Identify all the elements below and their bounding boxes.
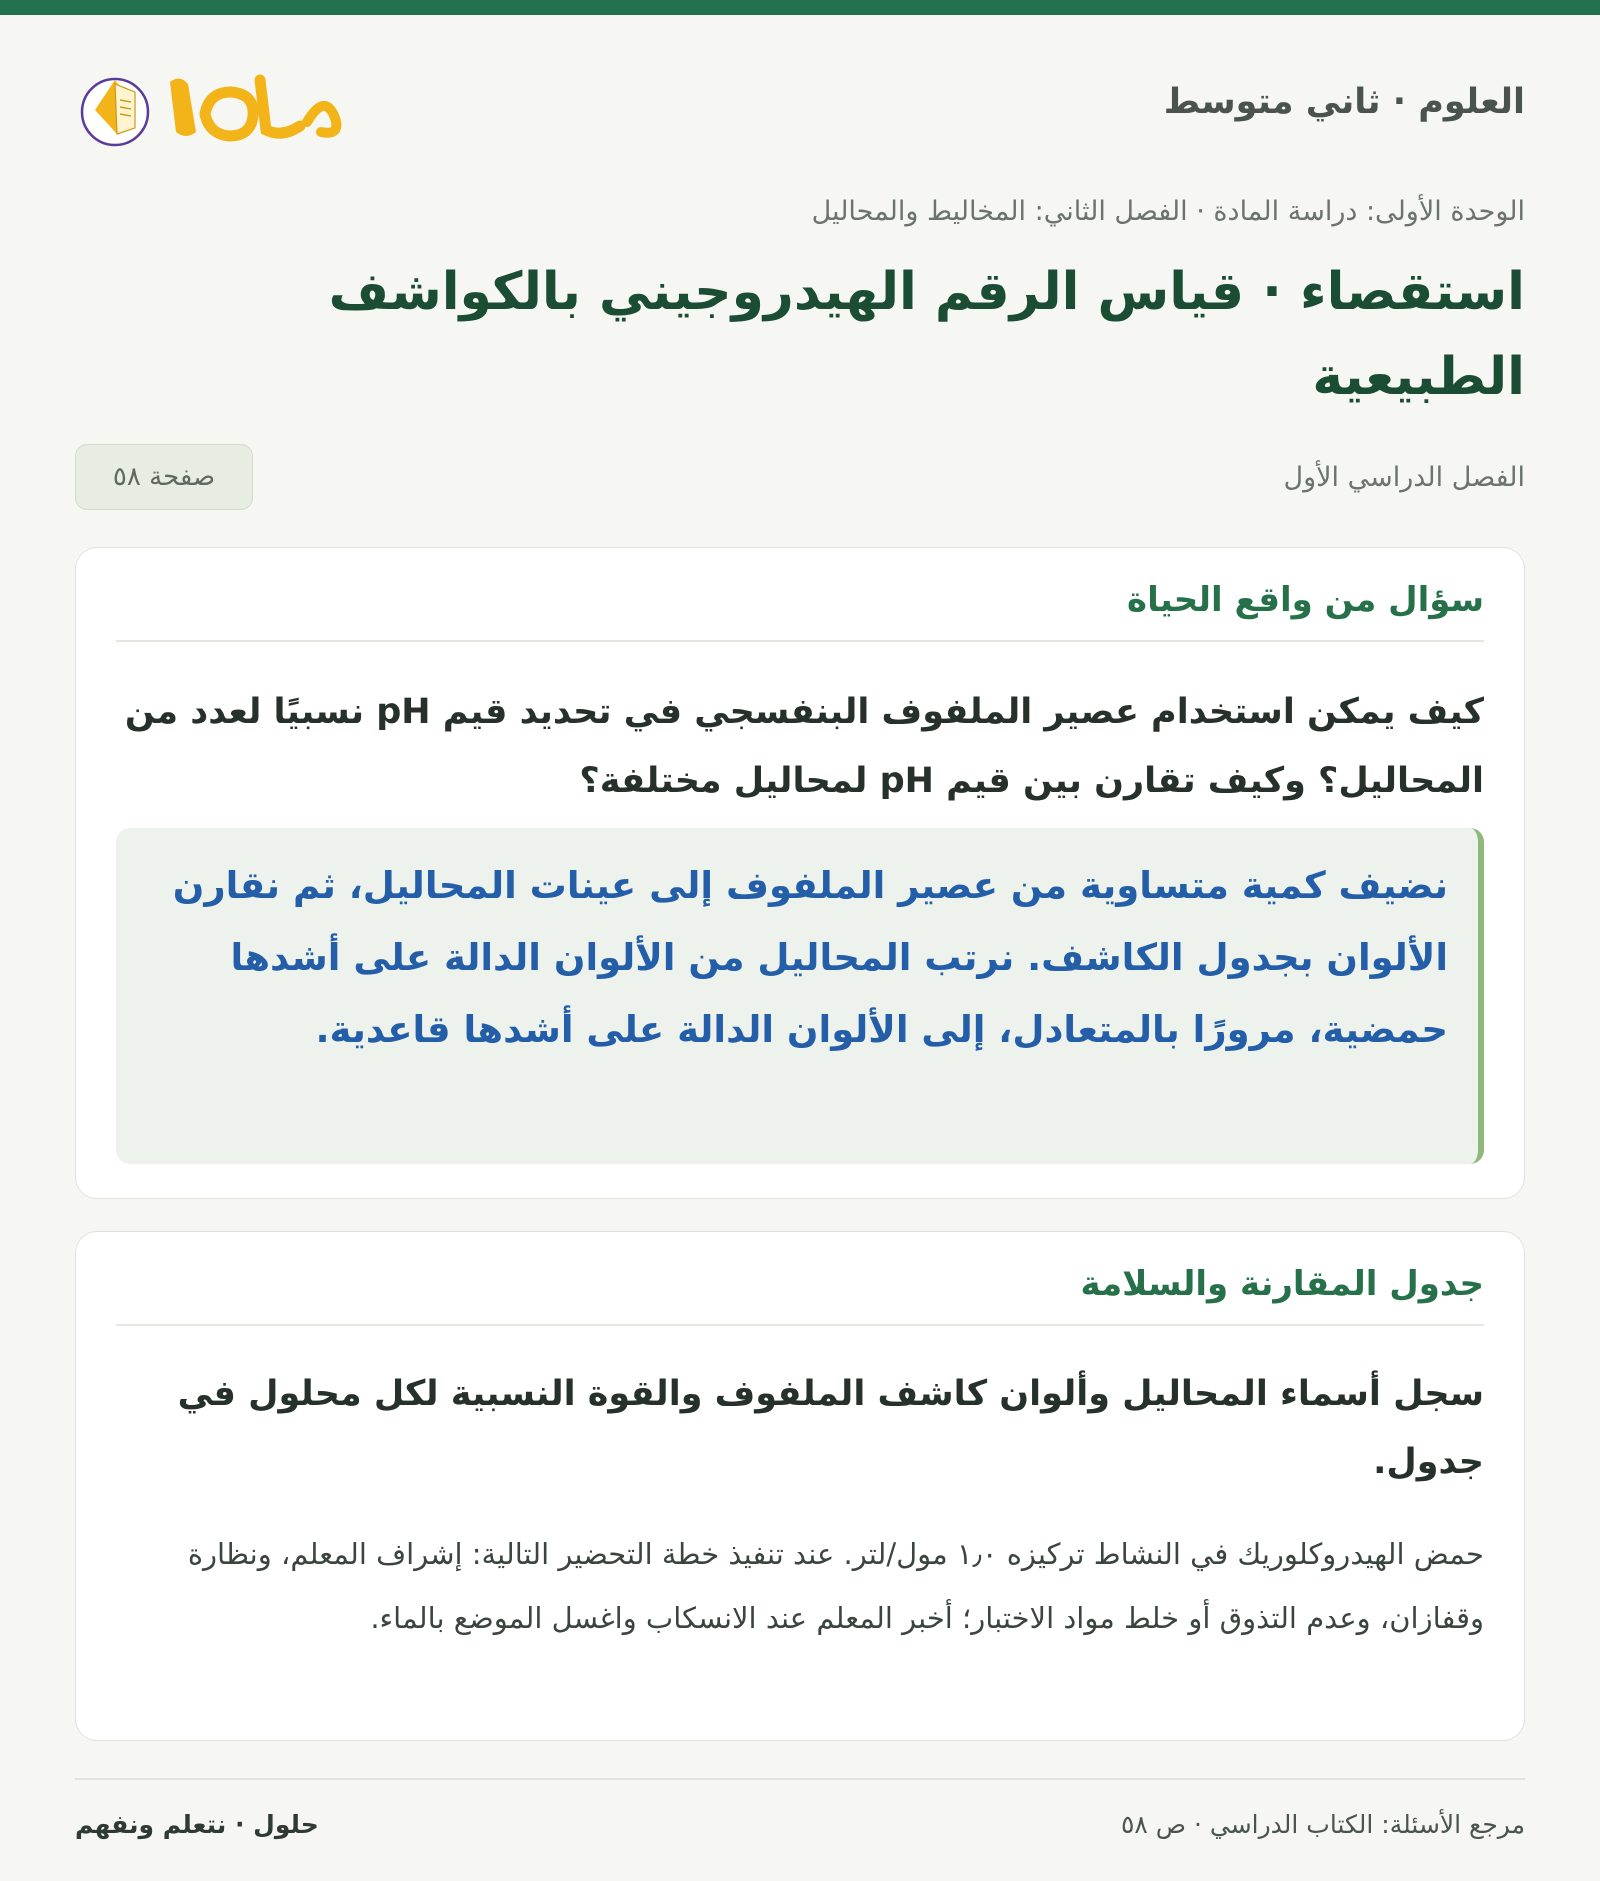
safety-note: حمض الهيدروكلوريك في النشاط تركيزه ١٫٠ مول/لتر. عند تنفيذ خطة التحضير التالية: إشراف المعلم، ونظارة وقفازان، وعدم التذوق أو خلط مواد الاختبار؛ أخبر المعلم عند الانسكاب واغسل الموضع بالماء. (187, 1537, 1484, 1635)
page-title: استقصاء · قياس الرقم الهيدروجيني بالكواشف الطبيعية (328, 262, 1525, 407)
hlool-logo[interactable] (75, 52, 345, 162)
top-accent-bar (0, 0, 1600, 15)
header (75, 52, 1525, 162)
semester-label: الفصل الدراسي الأول (1283, 462, 1525, 493)
book-lightbulb-icon (82, 79, 148, 145)
breadcrumb[interactable]: الوحدة الأولى: دراسة المادة · الفصل الثاني: المخاليط والمحاليل (811, 196, 1525, 227)
footer-brand[interactable]: حلول · نتعلم ونفهم (75, 1810, 319, 1839)
logo-wordmark (170, 78, 336, 136)
meta-row (75, 444, 1525, 510)
life-question-card (75, 547, 1525, 1199)
footer-divider (75, 1778, 1525, 1780)
answer-box: نضيف كمية متساوية من عصير الملفوف إلى عينات المحاليل، ثم نقارن الألوان بجدول الكاشف. نرتب المحاليل من الألوان الدالة على أشدها حمضية، مرورًا بالمتعادل، إلى الألوان الدالة على أشدها قاعدية. (116, 828, 1484, 1164)
footer-reference: مرجع الأسئلة: الكتاب الدراسي · ص ٥٨ (1120, 1810, 1525, 1839)
section-heading-life: سؤال من واقع الحياة (116, 580, 1484, 642)
section-heading-table: جدول المقارنة والسلامة (116, 1264, 1484, 1326)
page-number-badge: صفحة ٥٨ (75, 444, 253, 510)
instruction-text: سجل أسماء المحاليل وألوان كاشف الملفوف والقوة النسبية لكل محلول في جدول. (177, 1374, 1484, 1482)
question-text: كيف يمكن استخدام عصير الملفوف البنفسجي في تحديد قيم pH نسبيًا لعدد من المحاليل؟ وكيف تقارن بين قيم pH لمحاليل مختلفة؟ (124, 692, 1484, 801)
subject-label: العلوم · ثاني متوسط (1163, 82, 1525, 122)
comparison-safety-card (75, 1231, 1525, 1741)
